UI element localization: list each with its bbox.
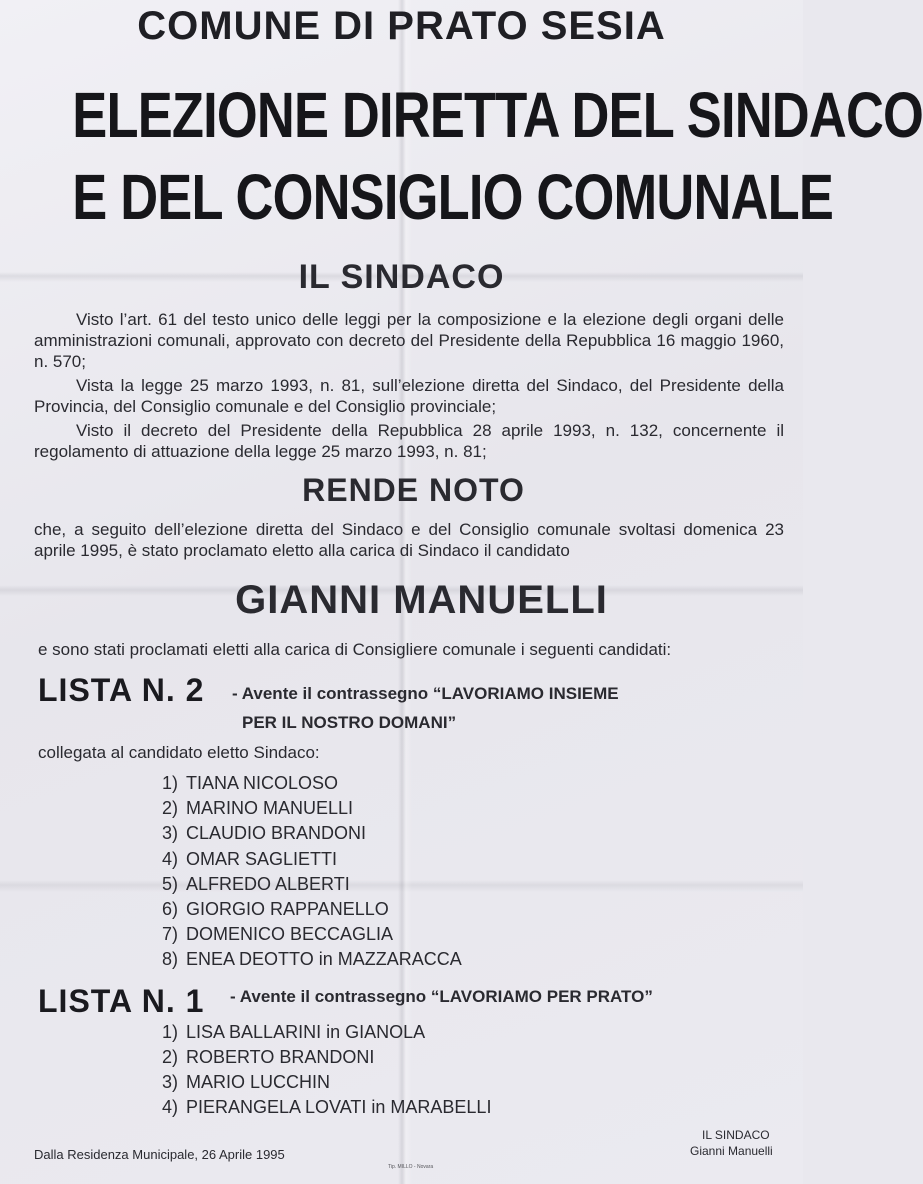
issuer-heading: IL SINDACO bbox=[298, 258, 505, 296]
candidate-name: DOMENICO BECCAGLIA bbox=[186, 924, 394, 944]
place-and-date: Dalla Residenza Municipale, 26 Aprile 1995 bbox=[34, 1147, 285, 1162]
list-item: 3) CLAUDIO BRANDONI bbox=[161, 823, 367, 843]
announcement-paragraph: che, a seguito dell’elezione diretta del Sindaco e del Consiglio comunale svoltasi domenica 23 aprile 1995, è stato proclamato eletto alla carica di Sindaco il candidato bbox=[34, 520, 784, 560]
list-2-symbol-line-1: - Avente il contrassegno “LAVORIAMO INSIEME bbox=[232, 684, 619, 703]
rende-noto-heading: RENDE NOTO bbox=[302, 472, 525, 508]
candidate-name: MARINO MANUELLI bbox=[186, 798, 354, 818]
candidate-name: ALFREDO ALBERTI bbox=[186, 874, 350, 894]
signature-name: Gianni Manuelli bbox=[690, 1144, 773, 1158]
list-2-linked-note: collegata al candidato eletto Sindaco: bbox=[38, 743, 320, 762]
municipality-title: COMUNE DI PRATO SESIA bbox=[137, 4, 666, 48]
list-2-title: LISTA N. 2 bbox=[38, 672, 205, 708]
list-item: 4) PIERANGELA LOVATI in MARABELLI bbox=[161, 1097, 492, 1117]
candidate-name: TIANA NICOLOSO bbox=[186, 773, 339, 793]
candidate-name: PIERANGELA LOVATI in MARABELLI bbox=[186, 1097, 492, 1117]
printer-credit: Tip. MILLO - Novara bbox=[388, 1164, 434, 1170]
candidate-name: CLAUDIO BRANDONI bbox=[186, 823, 367, 843]
premise-paragraph: Vista la legge 25 marzo 1993, n. 81, sull’elezione diretta del Sindaco, del Presidente della Provincia, del Consiglio comunale e del Consiglio provinciale; bbox=[34, 376, 784, 416]
candidate-name: LISA BALLARINI in GIANOLA bbox=[186, 1022, 426, 1042]
list-item: 8) ENEA DEOTTO in MAZZARACCA bbox=[161, 949, 462, 969]
list-item: 7) DOMENICO BECCAGLIA bbox=[161, 924, 394, 944]
list-1-symbol-line: - Avente il contrassegno “LAVORIAMO PER PRATO” bbox=[230, 987, 653, 1006]
list-item: 5) ALFREDO ALBERTI bbox=[161, 874, 350, 894]
candidate-name: GIORGIO RAPPANELLO bbox=[186, 899, 389, 919]
list-item: 2) MARINO MANUELLI bbox=[161, 798, 354, 818]
list-1-title: LISTA N. 1 bbox=[38, 983, 205, 1019]
premise-paragraph: Visto il decreto del Presidente della Repubblica 28 aprile 1993, n. 132, concernente il regolamento di attuazione della legge 25 marzo 1993, n. 81; bbox=[34, 421, 784, 461]
list-item: 2) ROBERTO BRANDONI bbox=[161, 1047, 375, 1067]
headline-line-2: E DEL CONSIGLIO COMUNALE bbox=[72, 161, 834, 233]
candidate-name: ROBERTO BRANDONI bbox=[186, 1047, 375, 1067]
elected-mayor-name: GIANNI MANUELLI bbox=[235, 578, 608, 622]
candidate-name: OMAR SAGLIETTI bbox=[186, 849, 338, 869]
list-item: 4) OMAR SAGLIETTI bbox=[161, 849, 338, 869]
premise-paragraph: Visto l’art. 61 del testo unico delle leggi per la composizione e la elezione degli organi delle amministrazioni comunali, approvato con decreto del Presidente della Repubblica 16 maggio 1960, n. 570; bbox=[34, 310, 784, 371]
candidate-name: ENEA DEOTTO in MAZZARACCA bbox=[186, 949, 462, 969]
candidate-name: MARIO LUCCHIN bbox=[186, 1072, 331, 1092]
signature-title: IL SINDACO bbox=[702, 1128, 770, 1142]
list-item: 1) TIANA NICOLOSO bbox=[161, 773, 339, 793]
headline-line-1: ELEZIONE DIRETTA DEL SINDACO bbox=[72, 79, 923, 151]
list-2-symbol-line-2: PER IL NOSTRO DOMANI” bbox=[242, 713, 457, 732]
councillors-intro: e sono stati proclamati eletti alla carica di Consigliere comunale i seguenti candidati: bbox=[38, 640, 672, 659]
list-item: 1) LISA BALLARINI in GIANOLA bbox=[161, 1022, 426, 1042]
list-item: 3) MARIO LUCCHIN bbox=[161, 1072, 331, 1092]
list-item: 6) GIORGIO RAPPANELLO bbox=[161, 899, 389, 919]
